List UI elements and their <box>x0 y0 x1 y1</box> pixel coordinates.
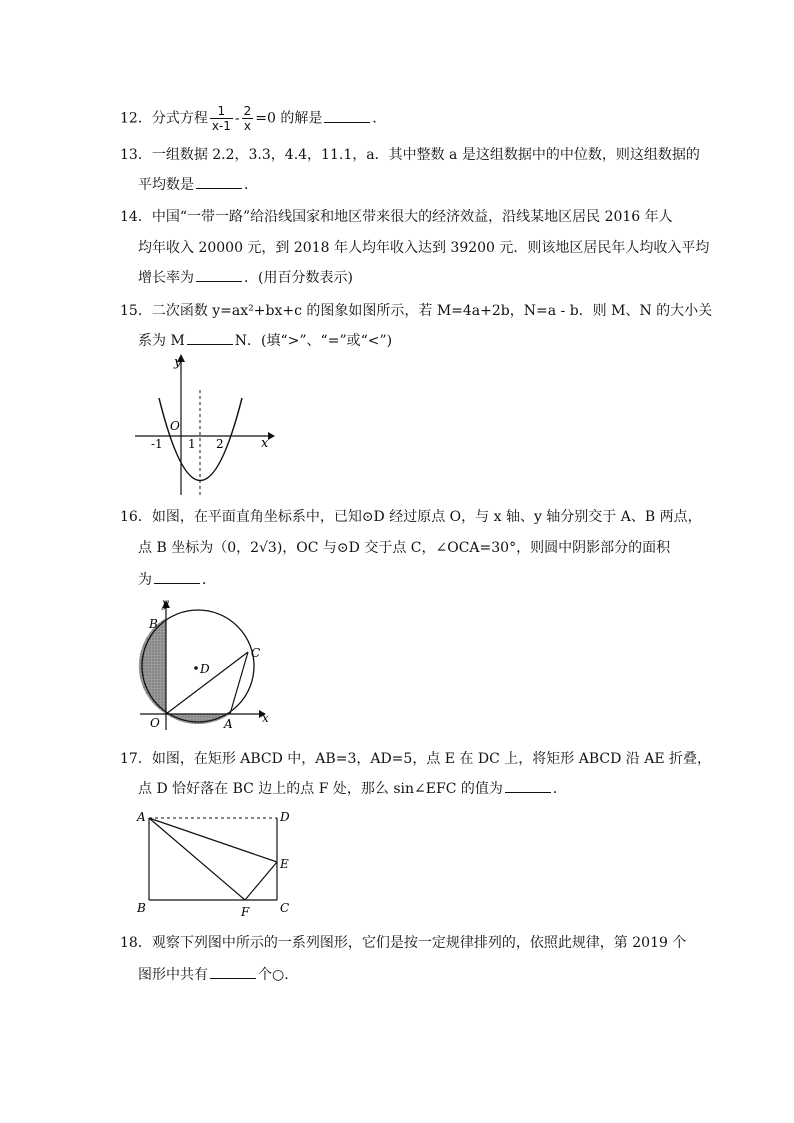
q12-frac1-denominator: x-1 <box>211 119 231 133</box>
q16-line-3 <box>138 571 216 589</box>
q13-line2-before: 平均数是 <box>138 177 194 193</box>
q16-line-2: 点 B 坐标为（0，2√3)，OC 与⊙D 交于点 C，∠OCA=30°，则圆中阴影部分的面积 <box>138 540 671 556</box>
q17-label-a: A <box>137 810 146 824</box>
q15-x-arrow-icon <box>268 432 275 440</box>
q15-line-1: 15．二次函数 y=ax²+bx+c 的图象如图所示，若 M=4a+2b，N=a - b．则 M、N 的大小关 <box>120 303 713 319</box>
q17-segment-ae <box>149 818 277 862</box>
q16-center-point <box>194 666 198 670</box>
q14-answer-blank <box>196 269 242 282</box>
q15-label-y: y <box>174 355 182 370</box>
q17-segment-af <box>149 818 245 900</box>
q12-answer-blank <box>324 110 370 123</box>
q15-label-neg1: -1 <box>151 437 163 451</box>
q17-answer-blank <box>505 780 551 793</box>
q16-line3-end: ． <box>202 572 216 588</box>
q16-label-d: D <box>200 662 210 676</box>
q15-label-x: x <box>261 436 269 451</box>
q13-answer-blank <box>196 176 242 189</box>
q16-label-y: y <box>162 596 169 610</box>
q12-text-after: =0 的解是 <box>255 110 323 127</box>
q12-fraction-2 <box>242 104 254 133</box>
q15-parabola-figure <box>130 350 280 500</box>
q16-label-c: C <box>251 646 261 660</box>
q17-rectangle-figure <box>133 806 298 920</box>
q16-line3-before: 为 <box>138 572 152 588</box>
q17-line-2 <box>138 780 567 798</box>
q14-line-1: 14．中国“一带一路”给沿线国家和地区带来很大的经济效益，沿线某地区居民 2016 年人 <box>120 209 673 225</box>
q16-line-1: 16．如图，在平面直角坐标系中，已知⊙D 经过原点 O，与 x 轴、y 轴分别交于 A、B 两点， <box>120 509 702 525</box>
q17-line2-end: ． <box>552 781 567 797</box>
q17-label-f: F <box>241 905 250 919</box>
q12-text-before: 分式方程 <box>151 110 208 127</box>
q17-segment-fe <box>245 862 277 900</box>
question-12 <box>120 104 386 133</box>
q12-frac2-numerator: 2 <box>243 104 252 118</box>
q17-label-c: C <box>280 901 290 915</box>
q17-label-b: B <box>137 901 146 915</box>
q17-line2-before: 点 D 恰好落在 BC 边上的点 F 处，那么 sin∠EFC 的值为 <box>138 781 503 797</box>
q16-label-a: A <box>224 717 233 731</box>
q14-line3-before: 增长率为 <box>138 270 194 286</box>
q16-label-x: x <box>262 711 269 725</box>
q14-line-2: 均年收入 20000 元，到 2018 年人均年收入达到 39200 元．则该地区居民年人均收入平均 <box>138 240 710 256</box>
q15-line-2 <box>138 332 392 350</box>
q12-number: 12． <box>120 110 152 127</box>
q15-line2-before: 系为 M <box>138 333 185 349</box>
q15-label-2: 2 <box>216 437 224 451</box>
q12-fraction-1 <box>210 104 233 133</box>
q13-line2-end: ． <box>244 177 258 193</box>
q16-answer-blank <box>154 571 200 584</box>
q13-line-1: 13．一组数据 2.2，3.3，4.4，11.1，a．其中整数 a 是这组数据中的中位数，则这组数据的 <box>120 147 700 163</box>
q17-label-d: D <box>280 810 290 824</box>
q12-frac2-denominator: x <box>243 119 252 133</box>
q18-line-2 <box>138 966 298 984</box>
q18-line2-before: 图形中共有 <box>138 967 208 983</box>
q16-label-o: O <box>150 716 160 730</box>
q17-line-1: 17．如图，在矩形 ABCD 中，AB=3，AD=5，点 E 在 DC 上，将矩形 ABCD 沿 AE 折叠， <box>120 751 711 767</box>
q18-line-1: 18．观察下列图中所示的一系列图形，它们是按一定规律排列的，依照此规律，第 2019 个 <box>120 935 687 951</box>
q15-label-1: 1 <box>188 437 196 451</box>
q15-answer-blank <box>187 332 233 345</box>
q18-answer-blank <box>210 966 256 979</box>
q17-label-e: E <box>280 857 289 871</box>
q12-end: ． <box>372 110 387 127</box>
q15-line2-end: N．(填“>”、“=”或“<”) <box>234 333 393 349</box>
q12-minus: - <box>234 110 240 127</box>
q16-label-b: B <box>149 617 158 631</box>
q18-line2-end: 个○． <box>258 967 299 983</box>
q16-circle-figure <box>134 596 274 734</box>
q15-label-o: O <box>170 419 180 433</box>
q14-line-3 <box>138 269 353 287</box>
q13-line-2 <box>138 176 258 194</box>
q14-line3-end: ．(用百分数表示) <box>244 270 353 286</box>
q12-frac1-numerator: 1 <box>210 104 233 119</box>
